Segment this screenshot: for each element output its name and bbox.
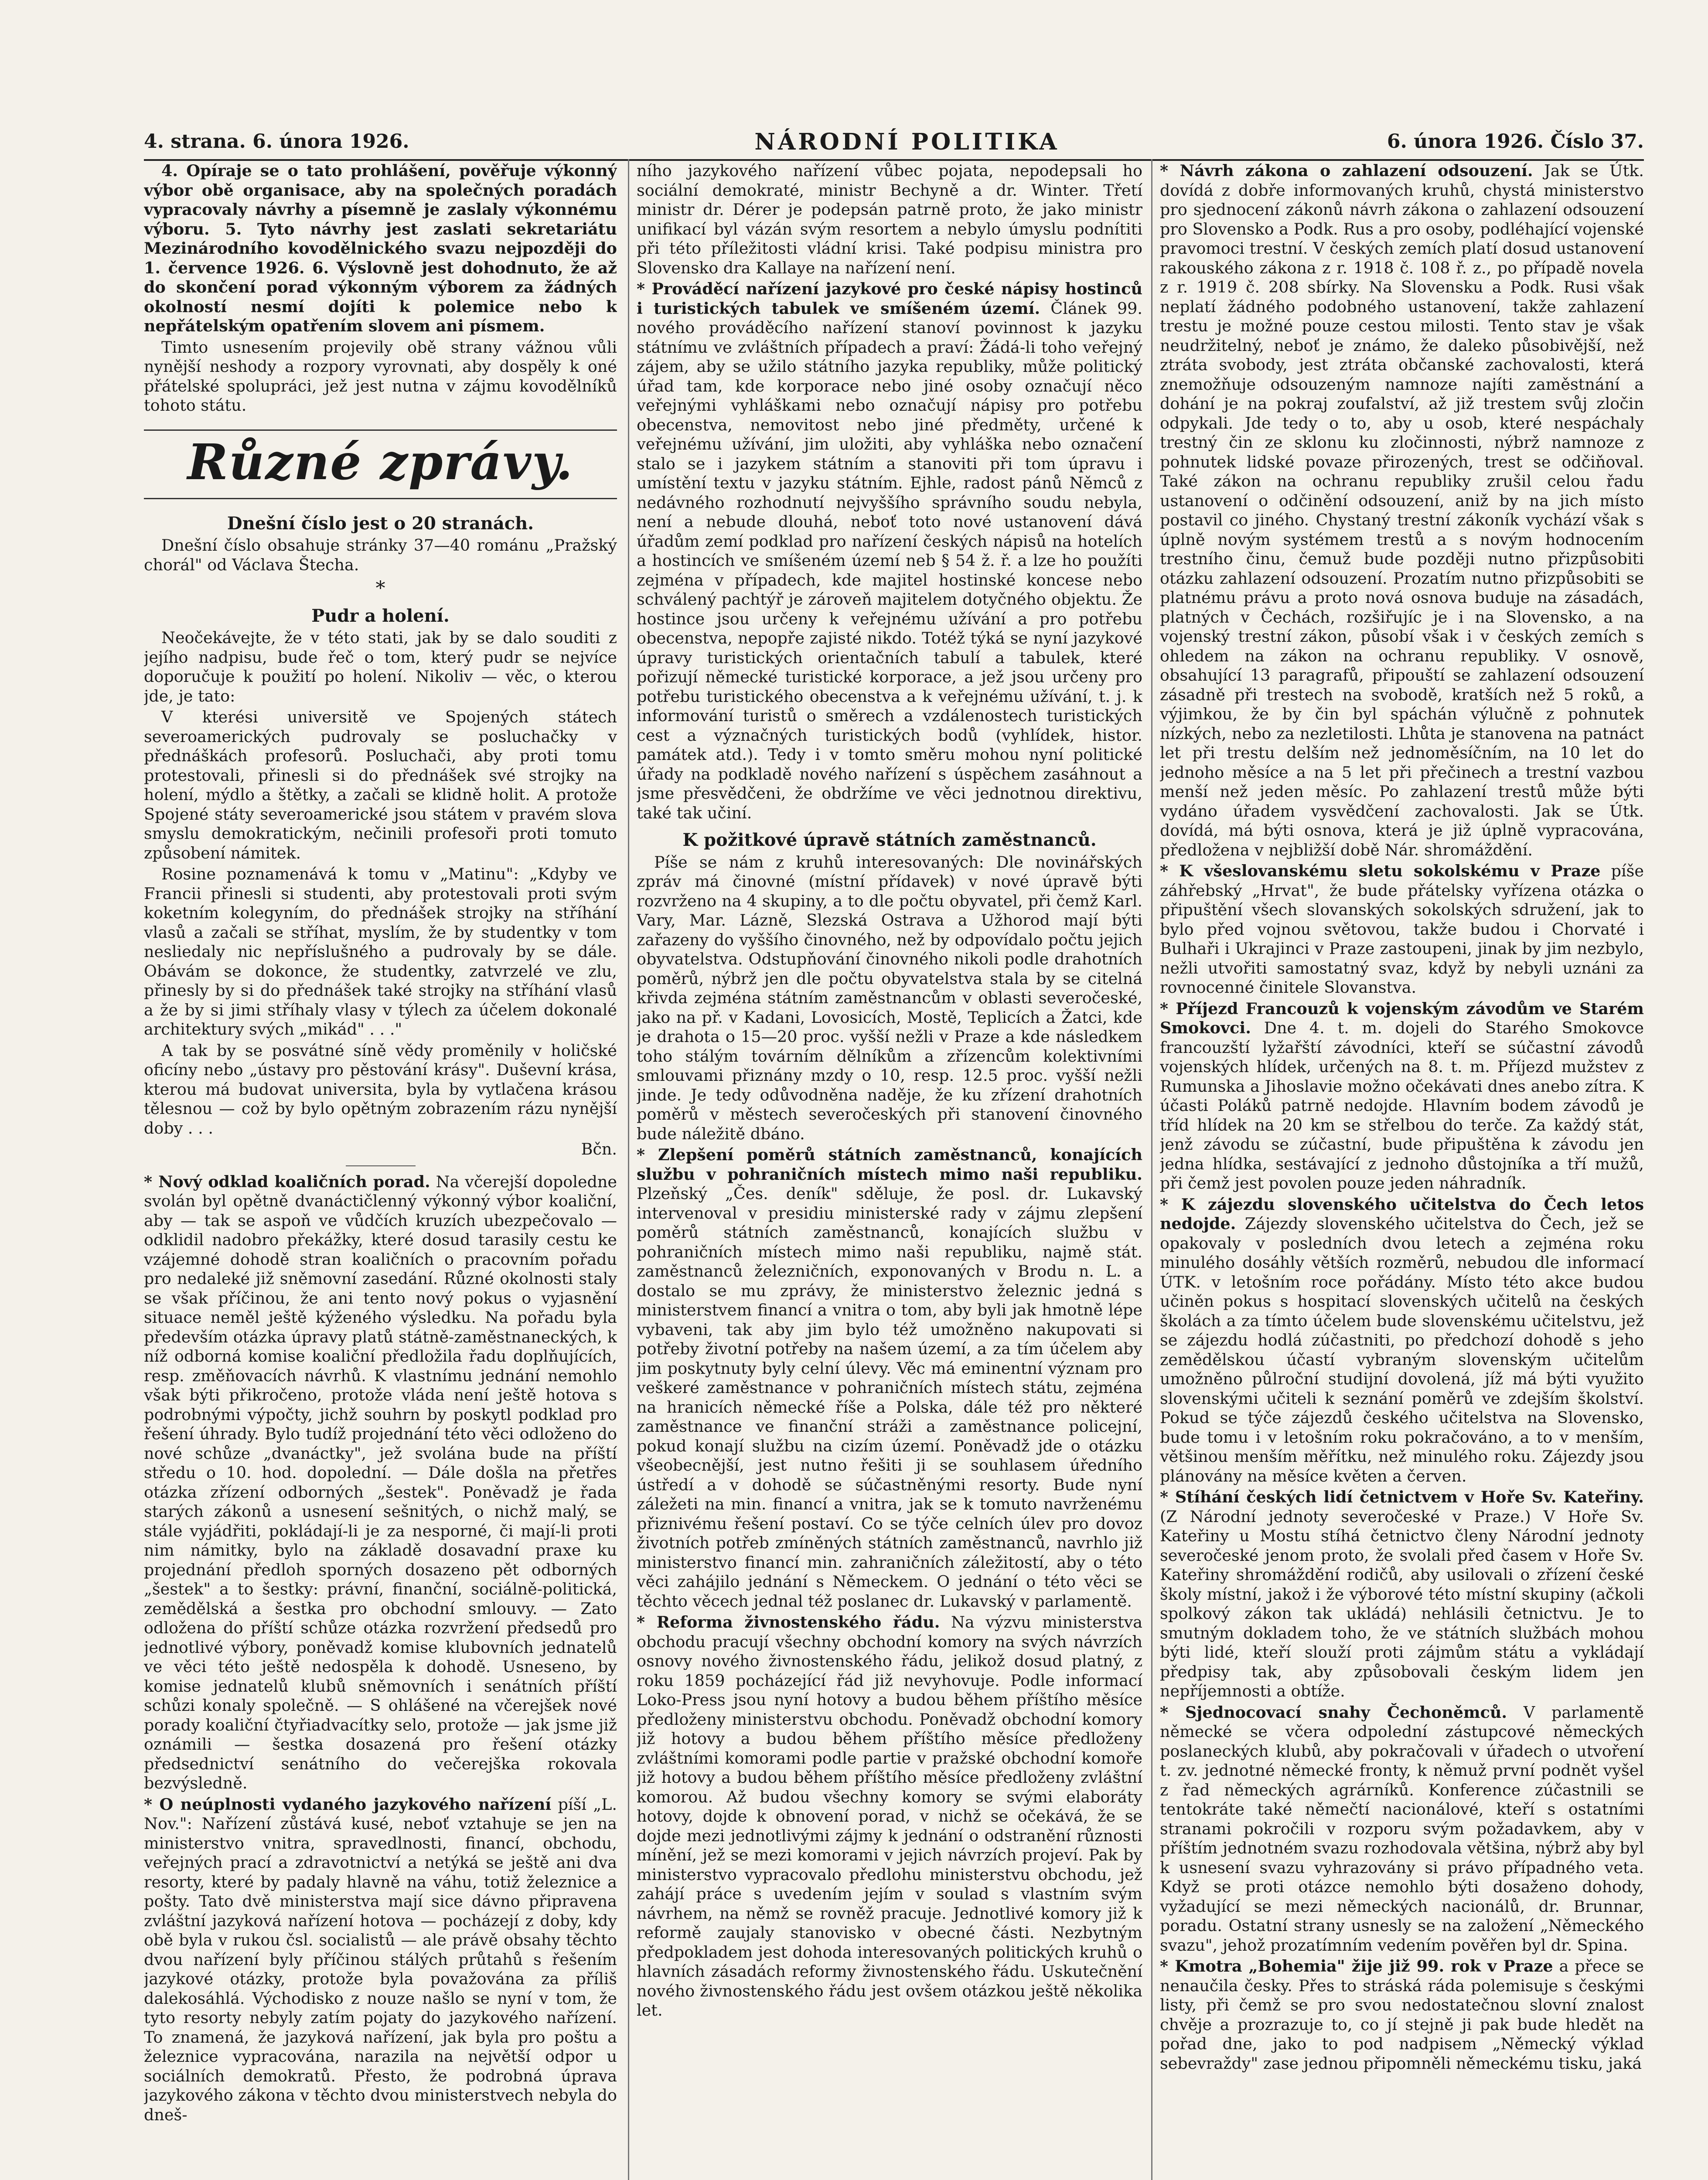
article-paragraph: 4. Opíraje se o tato prohlášení, pověřuje výkonný výbor obě organisace, aby na společných poradách vypracovaly návrhy a písemně je zaslaly výkonnému výboru. 5. Tyto návrhy jest zaslati sekretariátu Mezinárodního kovodělnického svazu nejpozději do 1. července 1926. 6. Výslovně jest dohodnuto, že až do skončení porad výkonným výborem za žádných okolností nesmí dojíti k polemice nebo k nepřátelským opatřením slovem ani písmem. [144,161,617,335]
article-headline: * Nový odklad koaličních porad. [144,1172,430,1191]
divider [346,1165,416,1166]
article-paragraph: V kterési universitě ve Spojených státech severoamerických pudrovaly se posluchačky v přednáškách profesorů. Posluchači, aby proti tomu protestovali, přinesli si do přednášek své strojky na holení, mýdlo a štětky, a začali se klidně holit. A protože Spojené státy severoamerické jsou státem v pravém slova smyslu demokratickým, nečinili profesoři proti tomuto způsobení námitek. [144,708,617,862]
separator-asterisk: * [375,577,385,600]
column-rule [628,159,629,2180]
article-headline: * Zlepšení poměrů státních zaměstnanců, konajících službu v pohraničních místech mimo naši republiku. [637,1145,1142,1184]
article-paragraph: Dne 4. t. m. dojeli do Starého Smokovce francouzští lyžařští závodníci, kteří se súčastní závodů vojenských hlídek, určených na 8. t. m. Příjezd mužstev z Rumunska a Jihoslavie možno očekávati dnes anebo zítra. K účasti Poláků patrně nedojde. Hlavním bodem závodů je tříd hlídek na 20 km se střelbou do terče. Za každý stát, jenž závodu se zúčastní, bude připuštěna k závodu jen jedna hlídka, sestávající z jednoho důstojníka a tří mužů, při čemž jest povolen pouze jeden náhradník. [1160,1018,1644,1192]
article-paragraph: Zájezdy slovenského učitelstva do Čech, jež se opakovaly v posledních dvou letech a zejména roku minulého dosáhly větších rozměrů, nebudou dle informací ÚTK. v letošním roce pořádány. Místo této akce budou učiněn pokus s hospitací slovenských učitelů na českých školách a za tímto účelem bude slovenskému učitelstvu, jež se zájezdu hodlá zúčastniti, po předchozí dohodě s jeho zemědělskou účastí vybraným slovenským učitelům umožněno půlroční studijní dovolená, jíž má býti využito slovenskými učiteli k seznání poměrů ve zdejším školství. Pokud se týče zájezdů českého učitelstva na Slovensko, bude tomu i v letošním roku pokračováno, a to v menším, většinou menším měřítku, než minulého roku. Zájezdy jsou plánovány na měsíce květen a červen. [1160,1214,1644,1485]
article-paragraph: Článek 99. nového prováděcího nařízení stanoví povinnost k jazyku státnímu ve zvláštních případech a praví: Žádá-li toho veřejný zájem, aby se užilo státního jazyka republiky, může politický úřad tam, kde korporace nebo jiné osoby označují něco veřejnými vyhláškami nebo označují nápisy pro potřebu obecenstva, nemovitost nebo jiné předměty, určené k veřejnému užívání, jim uložiti, aby vyhláška nebo označení stalo se i jazykem státním a stanoviti při tom úpravu i umístění textu v jazyku státním. Ejhle, radost pánů Němců z nedávného rozhodnutí nejvyššího správního soudu nebyla, není a nebude dlouhá, neboť toto nové ustanovení dává úřadům zemí podklad pro nařízení českých nápisů na hotelích a hostincích ve smíšeném území neb § 54 ž. ř. a lze ho použíti zejména v případech, kde majitel hostinské koncese nebo schválený pachtýř je zároveň majitelem dotyčného objektu. Že hostince jsou určeny k veřejnému užívání a pro potřebu obecenstva, nepopře zajisté nikdo. Totéž týká se nyní jazykové úpravy turistických orientačních tabulí a tabulek, které pořizují německé turistické korporace, a jež jsou určeny pro potřebu turistického obecenstva a k veřejnému užívání, t. j. k informování turistů o směrech a vzdálenostech turistických cest a význačných turistických bodů (vyhlídek, histor. památek atd.). Tedy i v tomto směru mohou nyní politické úřady na podkladě nového nařízení s úspěchem zasáhnout a jsme přesvědčeni, že obdržíme ve věci jednotnou direktivu, také tak učiní. [637,299,1142,822]
issue-info: 6. února 1926. Číslo 37. [1387,130,1644,153]
article-paragraph: Na včerejší dopoledne svolán byl opětně dvanáctičlenný výkonný výbor koaliční, aby — tak se aspoň ve vůdčích kruzích ubezpečovalo — odklidil nadobro překážky, které dosud tarasily cestu ke vzájemné dohodě stran koaličních o pracovním pořadu pro nedaleké již sněmovní zasedání. Různé okolnosti staly se však příčinou, že ani tento nový pokus o vyjasnění situace neměl ještě kýženého výsledku. Na pořadu byla především otázka úpravy platů státně-zaměstnaneckých, k níž odborná komise koaliční předložila řadu doplňujících, resp. změňovacích návrhů. K vlastnímu jednání nemohlo však býti přikročeno, protože vláda není ještě hotova s podrobnými výpočty, jichž souhrn by poskytl podklad pro řešení úhrady. Bylo tudíž projednání této věci odloženo do nové schůze „dvanáctky", jež svolána bude na příští středu o 10. hod. dopolední. — Dále došla na přetřes otázka zřízení odborných „šestek". Poněvadž je řada starých zákonů a usnesení sešnitých, o nichž malý, se stále vyjádřiti, pokládají-li je za nesporné, či mají-li proti nim námitky, bylo na základě dosavadní praxe ku projednání předloh sporných dosazeno pět odborných „šestek" a to šestky: právní, finanční, sociálně-politická, zemědělská a šestka pro obchodní smlouvy. — Zato odložena do příští schůze otázka rozvržení předsedů pro jednotlivé výbory, poněvadž komise klubovních jednatelů ve věci této ještě nedospěla k dohodě. Usneseno, by komise jednatelů klubů sněmovních i senátních příští schůzi konaly společně. — S ohlášené na včerejšek nové porady koaliční čtyřiadvacítky selo, protože — jak jsme již oznámili — šestka dosazená pro řešení otázky předsednictví senátního do večerejška rokovala bezvýsledně. [144,1172,617,1792]
article-paragraph: V parlamentě německé se včera odpolední zástupcové německých poslaneckých klubů, aby pokračovali v úřadech o utvoření t. zv. jednotné německé fronty, k němuž první podnět vyšel z řad německých agrárníků. Konference zúčastnili se tentokráte také němečtí nacionálové, kteří s ostatními stranami pokročili v rozporu svým požadavkem, aby v příštím jednotném svazu rozhodovala většina, nýbrž aby byl k usnesení svazu vyhrazovány si právo případného veta. Když se proti otázce nemohlo býti dosaženo dohody, vyžadující se mezi německých nacionálů, dr. Brunnar, poradu. Ostatní strany usnesly se na založení „Německého svazu", jehož prozatímním vedením pověřen byl dr. Spina. [1160,1703,1644,1955]
article-paragraph: Na výzvu ministerstva obchodu pracují všechny obchodní komory na svých návrzích osnovy nového živnostenského řádu, jelikož dosud platný, z roku 1859 pocházející řád již nevyhovuje. Podle informací Loko-Press jsou nyní hotovy a budou během příštího měsíce předloženy ministerstvu obchodu. Poněvadž obchodní komory již hotovy a budou během příštího měsíce předloženy zvláštními komorami podle partie v pražské obchodní komoře již hotovy a budou během příštího měsíce předloženy zvláštní komorou. Až budou všechny komory se svými elaboráty hotovy, dojde k obnovení porad, v nichž se očekává, že se dojde mezi jednotlivými zájmy k jednání o odstranění různosti mínění, jež se mezi komorami v jejich návrzích projeví. Pak by ministerstvo vypracovalo předlohu ministerstvu obchodu, jež zahájí práce s uvedením jejím v soulad s vlastním svým návrhem, na němž se rovněž pracuje. Jednotlivé komory již k reformě zaujaly stanovisko v obecné části. Nezbytným předpokladem jest dohoda interesovaných politických kruhů o hlavních zásadách reformy živnostenského řádu. Uskutečnění nového živnostenského řádu jest ovšem otázkou ještě několika let. [637,1613,1142,2020]
article-headline: * K zájezdu slovenského učitelstva do Čech letos nedojde. [1160,1195,1644,1233]
article-headline: * Prováděcí nařízení jazykové pro české nápisy hostinců i turistických tabulek ve smíšeném území. [637,279,1142,318]
article-headline: Pudr a holení. [311,605,450,626]
article-paragraph: Dnešní číslo obsahuje stránky 37—40 románu „Pražský chorál" od Václava Štecha. [144,536,617,574]
article-paragraph: ního jazykového nařízení vůbec pojata, nepodepsali ho sociální demokraté, ministr Bechyně a dr. Winter. Třetí ministr dr. Dérer je podepsán patrně proto, že jako ministr unifikací byl vázán svým resortem a nebylo úmyslu podnítiti při této příležitosti vládní krisi. Také podpisu ministra pro Slovensko dra Kallaye na nařízení není. [637,161,1142,277]
column-rule [1151,159,1152,2180]
article-headline: * K všeslovanskému sletu sokolskému v Praze [1160,862,1601,880]
article-headline: * O neúplnosti vydaného jazykového nařízení [144,1795,552,1814]
article-paragraph: Neočekávejte, že v této stati, jak by se dalo souditi z jejího nadpisu, bude řeč o tom, který pudr se nejvíce doporučuje k použití po holení. Nikoliv — věc, o kterou jde, je tato: [144,628,617,705]
article-paragraph: A tak by se posvátné síně vědy proměnily v holičské oficíny nebo „ústavy pro pěstování krásy". Duševní krása, kterou má budovat universita, byla by vytlačena krásou tělesnou — což by bylo opětným zobrazením rázu nynější doby . . . [144,1041,617,1138]
article-paragraph: Jak se Útk. dovídá z dobře informovaných kruhů, chystá ministerstvo pro sjednocení zákonů návrh zákona o zahlazení odsouzení pro Slovensko a Podk. Rus a pro osoby, podléhající vojenské pravomoci trestní. V českých zemích platí dosud ustanovení rakouského zákona z r. 1918 č. 108 ř. z., po případě novela z r. 1919 č. 208 sbírky. Na Slovensku a Podk. Rusi však neplatí žádného podobného ustanovení, takže zahlazení trestu je možné pouze cestou milosti. Tento stav je však neudržitelný, neboť je známo, že daleko působivější, než ztráta svobody, jest ztráta občanské zachovalosti, která znemožňuje odsouzeným namnoze najíti zaměstnání a dohání je na pokraj zoufalství, až již trestem svůj zločin odpykali. Jde tedy o to, aby u osob, které nespáchaly trestný čin ze sklonu ku zločinnosti, nýbrž namnoze z pohnutek lidské povaze přirozených, trest se odčiňoval. Také zákon na ochranu republiky zrušil celou řadu ustanovení o odčinění odsouzení, aniž by na jich místo postavil co jiného. Chystaný trestní zákoník vychází však s úplně novým systémem trestů a s novým hodnocením trestního činu, čemuž bude později nutno přizpůsobiti otázku zahlazení odsouzení. Prozatím nutno přizpůsobiti se platnému právu a proto nová osnova buduje na zásadách, platných v Čechách, rozšiřujíc je i na Slovensko, a na vojenský trestní zákon, působí však i v českých zemích s ohledem na zákon na ochranu republiky. V osnově, obsahující 13 paragrafů, připouští se zahlazení odsouzení zásadně při trestech na svobodě, kratších než 5 roků, a výjimkou, že by čin byl spáchán výlučně z pohnutek nízkých, nebo za nezletilosti. Lhůta je stanovena na patnáct let při trestu delším než jednoměsíčním, na 10 let do jednoho měsíce a na 5 let při přečinech a trestní vazbou menší než jeden měsíc. Po zahlazení trestů může býti vydáno úřadem vysvědčení zachovalosti. Jak se Útk. dovídá, má býti osnova, která je již úplně vypracována, předložena v nejbližší době Nár. shromáždění. [1160,161,1644,859]
article-headline: Dnešní číslo jest o 20 stranách. [227,513,534,534]
article-headline: * Návrh zákona o zahlazení odsouzení. [1160,161,1533,180]
article-paragraph: Plzeňský „Čes. deník" sděluje, že posl. dr. Lukavský intervenoval v presidiu ministerské rady v zájmu zlepšení poměrů státních zaměstnanců, konajících službu v pohraničních místech mimo naši republiku, najmě stát. zaměstnanců železničních, exponovaných v Brodu n. L. a dostalo se mu zprávy, že ministerstvo železnic jedná s ministerstvem financí a vnitra o tom, aby byli jak hmotně lépe vybaveni, tak aby jim bylo též umožněno nakupovati si potřeby životní potřeby na našem území, a za tím účelem aby jim poskytnuty byly celní úlevy. Věc má eminentní význam pro veškeré zaměstnance v pohraničních místech státu, zejména na hranicích německé říše a Polska, dále též pro některé zaměstnance ve finanční stráži a zaměstnance policejní, pokud konají službu na cizím území. Poněvadž jde o otázku všeobecnější, jest nutno řešiti ji se souhlasem úředního ústředí a v dohodě se súčastněnými resorty. Bude nyní záležeti na min. financí a vnitra, jak se k tomuto navrženému přiznivému řešení postaví. Co se týče celních úlev pro dovoz životních potřeb zmíněných státních zaměstnanců, navrhlo již ministerstvo financí min. zahraničních záležitostí, aby o této věci zahájilo jednání s Německem. O jednání o této věci se těchto věcech jednal též poslanec dr. Lukavský v parlamentě. [637,1184,1142,1611]
article-paragraph: (Z Národní jednoty severočeské v Praze.) V Hoře Sv. Kateřiny u Mostu stíhá četnictvo členy Národní jednoty severočeské jenom proto, že svolali před časem v Hoře Sv. Kateřiny shromáždění rodičů, aby usilovali o zřízení české školy místní, jakož i že výborové této místní skupiny (ačkoli spolkový zákon tak ukládá) nehlásili četnictvu. Je to smutným dokladem toho, že ve státních službách mohou býti lidé, kteří slouží proti zájmům státu a vykládají předpisy tak, aby způsobovali českým lidem jen nepříjemnosti a obtíže. [1160,1507,1644,1700]
article-headline: * Kmotra „Bohemia" žije již 99. rok v Praze [1160,1957,1553,1976]
author-signature: Bčn. [581,1140,617,1158]
column-1 [144,161,617,2180]
article-paragraph: a přece se nenaučila česky. Přes to stráská ráda polemisuje s českými listy, při čemž se pro svou nedostatečnou slovní znalost chvěje a prozrazuje to, co jí stejně ji pak bude hledět na pořad dne, jako to pod nadpisem „Německý výklad sebevraždy" zase jednou připomněli německému tisku, jaká [1160,1957,1644,2073]
article-paragraph: Píše se nám z kruhů interesovaných: Dle novinářských zpráv má činovné (místní přídavek) v nové úpravě býti rozvrženo na 4 skupiny, a to dle počtu obyvatel, při čemž Karl. Vary, Mar. Lázně, Slezská Ostrava a Užhorod mají býti zařazeny do vyššího činovného, než by odpovídalo počtu jejich obyvatelstva. Odstupňování činovného nikoli podle drahotních poměrů, nýbrž jen dle počtu obyvatelstva stala by se citelná křivda zejména státním zaměstnancům v oblasti severočeské, jako na př. v Kadani, Lovosicích, Mostě, Teplicích a Žatci, kde je drahota o 15—20 proc. vyšší nežli v Praze a kde následkem toho stálým továrním dělníkům a zřízencům kolektivními smlouvami přiznány mzdy o 10, resp. 12.5 proc. vyšší nežli jinde. Je tedy odůvodněna naděje, že ku zřízení drahotních poměrů v městech severočeských při stanovení činovného bude náležitě dbáno. [637,852,1142,1143]
article-paragraph: píše záhřebský „Hrvat", že bude přátelsky vyřízena otázka o připuštění všech slovanských sokolských sdružení, jak to bylo před vojnou světovou, takže budou i Chorvaté i Bulhaři i Ukrajinci v Praze zastoupeni, jinak by jim nezbylo, nežli utvořiti samostatný svaz, když by nebyli uznáni za rovnocenné činitele Slovanstva. [1160,862,1644,997]
article-paragraph: píší „L. Nov.": Nařízení zůstává kusé, neboť vztahuje se jen na ministerstvo vnitra, spravedlnosti, financí, obchodu, veřejných prací a zdravotnictví a netýká se ještě ani dva resorty, které by padaly hlavně na váhu, totiž železnice a pošty. Tato dvě ministerstva mají sice dávno připravena zvláštní jazyková nařízení hotova — pocházejí z doby, kdy obě byla v rukou čsl. socialistů — ale právě obsahy těchto dvou nařízení byly příčinou stálých průtahů s řešením jazykové otázky, protože byla považována za příliš dalekosáhlá. Východisko z nouze našlo se nyní v tom, že tyto resorty nebyly zatím pojaty do jazykového nařízení. To znamená, že jazyková nařízení, jak byla pro poštu a železnice vypracována, narazila na největší odpor u sociálních demokratů. Přesto, že podrobná úprava jazykového zákona v těchto dvou ministerstvech nebyla do dneš- [144,1795,617,2124]
article-headline: * Příjezd Francouzů k vojenským závodům ve Starém Smokovci. [1160,999,1644,1037]
section-heading: Různé zprávy. [144,429,617,499]
article-headline: K požitkové úpravě státních zaměstnanců. [682,830,1097,850]
page-info: 4. strana. 6. února 1926. [144,130,409,153]
article-headline: * Stíhání českých lidí četnictvem v Hoře Sv. Kateřiny. [1160,1488,1644,1506]
column-3 [1160,161,1644,2180]
masthead-title: NÁRODNÍ POLITIKA [754,129,1060,155]
article-headline: * Reforma živnostenského řádu. [637,1613,940,1632]
article-paragraph: Timto usnesením projevily obě strany vážnou vůli nynější neshody a rozpory vyrovnati, aby dospěly k oné přátelské spolupráci, jež jest nutna v zájmu kovodělníků tohoto státu. [144,337,617,415]
article-headline: * Sjednocovací snahy Čechoněmců. [1160,1703,1507,1722]
page-header [144,124,1644,161]
column-2 [637,161,1142,2180]
article-paragraph: Rosine poznamenává k tomu v „Matinu": „Kdyby ve Francii přinesli si studenti, aby protestovali proti svým koketním kolegyním, do přednášek strojky na stříhání vlasů a začali se stříhat, myslím, že by studentky v tom nesliedaly nic nepříslušného a pudrovaly by se dále. Obávám se dokonce, že studentky, zatvrzelé ve zlu, přinesly by si do přednášek také strojky na stříhání vlasů a že by si jimi stříhaly vlasy v týlech za účelem dokonalé architektury svých „mikád" . . ." [144,865,617,1039]
